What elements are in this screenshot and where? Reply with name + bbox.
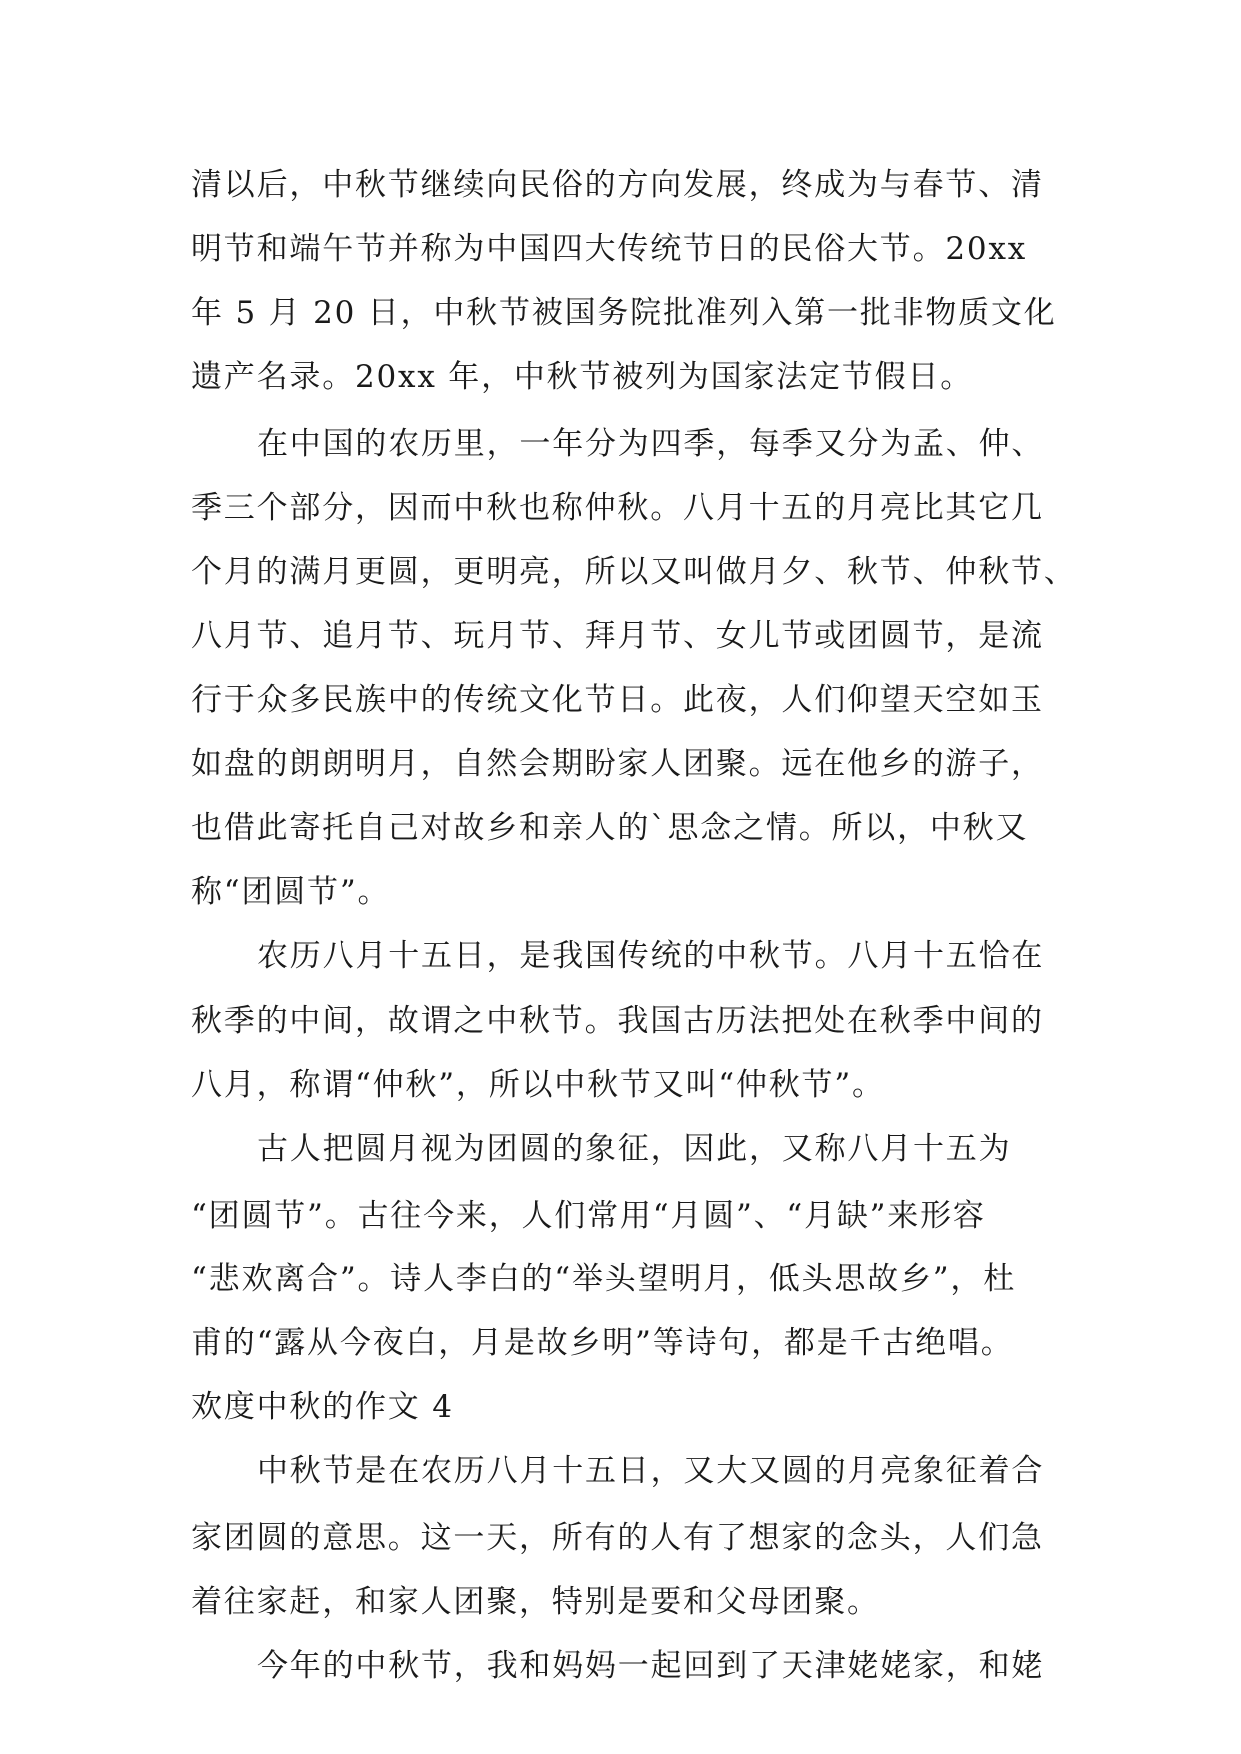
text-line: 甫的“露从今夜白，月是故乡明”等诗句，都是千古绝唱。 — [191, 1325, 1014, 1361]
paragraph-first-line: 中秋节是在农历八月十五日，又大又圆的月亮象征着合 — [257, 1453, 1045, 1489]
section-heading: 欢度中秋的作文 4 — [191, 1389, 454, 1425]
paragraph-first-line: 古人把圆月视为团圆的象征，因此，又称八月十五为 — [257, 1131, 1012, 1167]
text-line: 称“团圆节”。 — [191, 874, 391, 910]
text-line: 行于众多民族中的传统文化节日。此夜，人们仰望天空如玉 — [191, 682, 1044, 718]
text-line: 清以后，中秋节继续向民俗的方向发展，终成为与春节、清 — [191, 167, 1044, 203]
text-line: 八月节、追月节、玩月节、拜月节、女儿节或团圆节，是流 — [191, 618, 1044, 654]
text-line: 也借此寄托自己对故乡和亲人的`思念之情。所以，中秋又 — [191, 810, 1029, 846]
text-line: 如盘的朗朗明月，自然会期盼家人团聚。远在他乡的游子， — [191, 746, 1044, 782]
text-line: 明节和端午节并称为中国四大传统节日的民俗大节。20xx — [191, 231, 1028, 267]
text-line: 个月的满月更圆，更明亮，所以又叫做月夕、秋节、仲秋节、 — [191, 554, 1077, 590]
text-line: 季三个部分，因而中秋也称仲秋。八月十五的月亮比其它几 — [191, 490, 1044, 526]
text-line: 秋季的中间，故谓之中秋节。我国古历法把处在秋季中间的 — [191, 1003, 1044, 1039]
text-line: “团圆节”。古往今来，人们常用“月圆”、“月缺”来形容 — [191, 1198, 986, 1234]
text-line: 八月，称谓“仲秋”，所以中秋节又叫“仲秋节”。 — [191, 1067, 885, 1103]
text-line: 遗产名录。20xx 年，中秋节被列为国家法定节假日。 — [191, 359, 974, 395]
paragraph-first-line: 农历八月十五日，是我国传统的中秋节。八月十五恰在 — [257, 938, 1045, 974]
paragraph-first-line: 在中国的农历里，一年分为四季，每季又分为孟、仲、 — [257, 426, 1045, 462]
paragraph-first-line: 今年的中秋节，我和妈妈一起回到了天津姥姥家，和姥 — [257, 1648, 1045, 1684]
text-line: 年 5 月 20 日，中秋节被国务院批准列入第一批非物质文化 — [191, 295, 1057, 331]
text-line: 着往家赶，和家人团聚，特别是要和父母团聚。 — [191, 1584, 880, 1620]
text-line: 家团圆的意思。这一天，所有的人有了想家的念头，人们急 — [191, 1520, 1044, 1556]
text-line: “悲欢离合”。诗人李白的“举头望明月，低头思故乡”，杜 — [191, 1261, 1016, 1297]
